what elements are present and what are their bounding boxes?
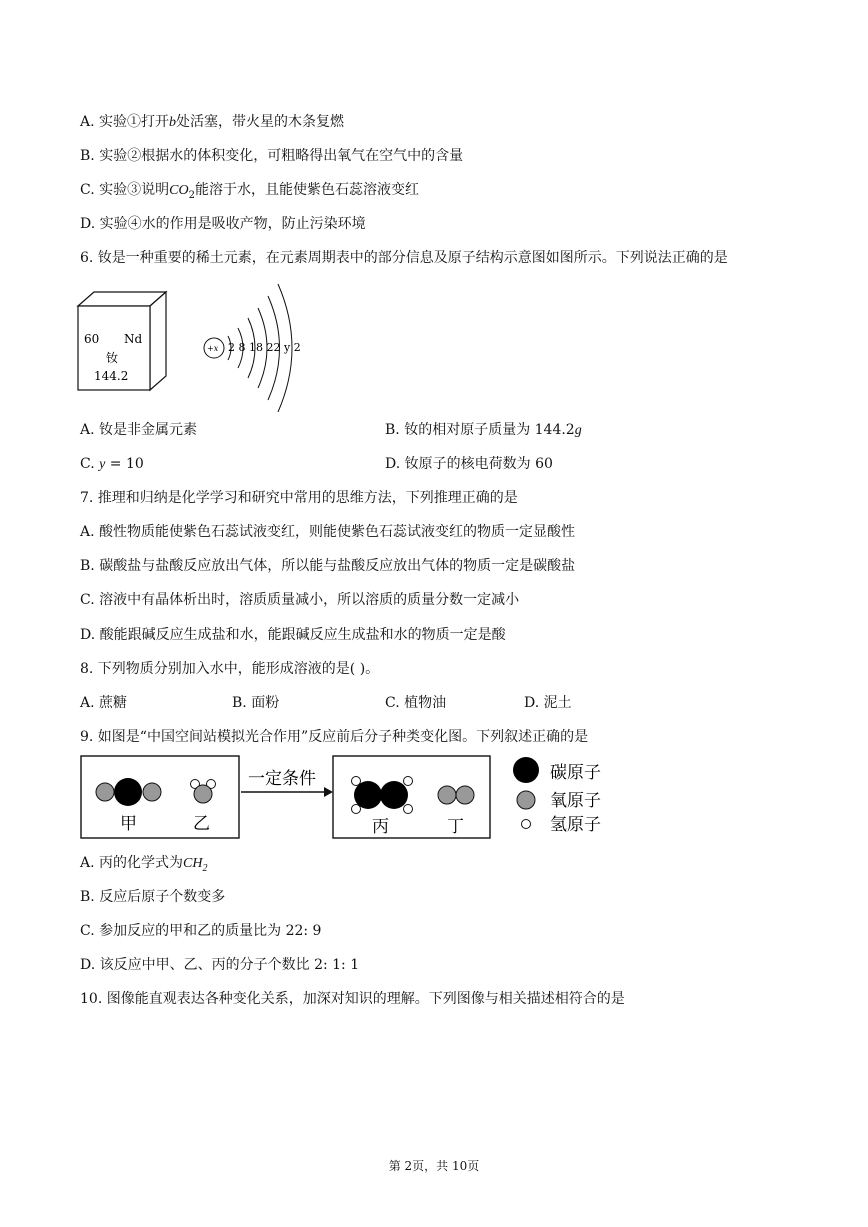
legend-o-icon [517,791,535,809]
q8-option-c: C. 植物油 [385,695,447,711]
legend-h-icon [522,820,531,829]
element-atomic-mass: 144.2 [94,369,129,383]
q9-option-b: B. 反应后原子个数变多 [80,889,226,905]
q6-stem: 6. 钕是一种重要的稀土元素，在元素周期表中的部分信息及原子结构示意图如图所示。下列说法正确的是 [80,250,728,266]
jia-o-left [96,783,114,801]
q6-element-figure [76,280,316,412]
legend-o-label: 氧原子 [550,791,601,811]
q9-option-c: C. 参加反应的甲和乙的质量比为 22: 9 [80,923,322,939]
yi-o [194,785,212,803]
q8-option-d: D. 泥土 [524,695,572,711]
q6-option-d: D. 钕原子的核电荷数为 60 [385,456,553,472]
q9-reaction-diagram [80,754,620,842]
reaction-condition: 一定条件 [248,769,316,789]
bing-h-2 [352,805,361,814]
atom-nucleus: +x [207,344,219,353]
page-footer: 第 2页，共 10页 [388,1159,480,1173]
bing-h-3 [404,777,413,786]
q7-option-a: A. 酸性物质能使紫色石蕊试液变红，则能使紫色石蕊试液变红的物质一定显酸性 [80,524,576,540]
element-atomic-number: 60 [84,332,100,346]
q8-option-a: A. 蔗糖 [80,695,128,711]
atom-shell-electrons: 2 8 18 22 y 2 [228,341,301,354]
q9-option-d: D. 该反应中甲、乙、丙的分子个数比 2: 1: 1 [80,957,360,973]
legend-c-icon [513,757,539,783]
q6-option-c: C. y = 10 [80,456,144,472]
label-jia: 甲 [120,814,137,834]
bing-c-right [380,781,408,809]
element-name: 钕 [106,351,119,365]
label-yi: 乙 [193,814,210,834]
q7-option-b: B. 碳酸盐与盐酸反应放出气体，所以能与盐酸反应放出气体的物质一定是碳酸盐 [80,558,576,574]
q7-option-d: D. 酸能跟碱反应生成盐和水，能跟碱反应生成盐和水的物质一定是酸 [80,627,506,643]
ding-o-left [438,786,456,804]
q8-option-b: B. 面粉 [232,695,280,711]
label-ding: 丁 [447,817,464,837]
label-bing: 丙 [372,817,389,837]
q5-option-a: A. 实验①打开b处活塞，带火星的木条复燃 [80,114,345,130]
q7-stem: 7. 推理和归纳是化学学习和研究中常用的思维方法，下列推理正确的是 [80,490,518,506]
q7-option-c: C. 溶液中有晶体析出时，溶质质量减小，所以溶质的质量分数一定减小 [80,592,520,608]
legend-c-label: 碳原子 [550,763,601,783]
q10-stem: 10. 图像能直观表达各种变化关系，加深对知识的理解。下列图像与相关描述相符合的是 [80,991,625,1007]
bing-h-1 [352,777,361,786]
element-symbol: Nd [124,332,143,346]
q5-option-b: B. 实验②根据水的体积变化，可粗略得出氧气在空气中的含量 [80,148,464,164]
q9-stem: 9. 如图是“中国空间站模拟光合作用”反应前后分子种类变化图。下列叙述正确的是 [80,729,589,745]
q6-option-b: B. 钕的相对原子质量为 144.2g [385,422,582,438]
bing-h-4 [404,805,413,814]
q9-option-a: A. 丙的化学式为$CH_2$ [80,855,208,874]
ding-o-right [456,786,474,804]
q5-option-d: D. 实验④水的作用是吸收产物，防止污染环境 [80,216,366,232]
q8-stem: 8. 下列物质分别加入水中，能形成溶液的是( )。 [80,661,380,677]
q6-option-a: A. 钕是非金属元素 [80,422,198,438]
jia-c [114,778,142,806]
jia-o-right [143,783,161,801]
legend-h-label: 氢原子 [550,815,601,835]
q5-option-c: C. 实验③说明$CO_2$能溶于水，且能使紫色石蕊溶液变红 [80,182,419,201]
